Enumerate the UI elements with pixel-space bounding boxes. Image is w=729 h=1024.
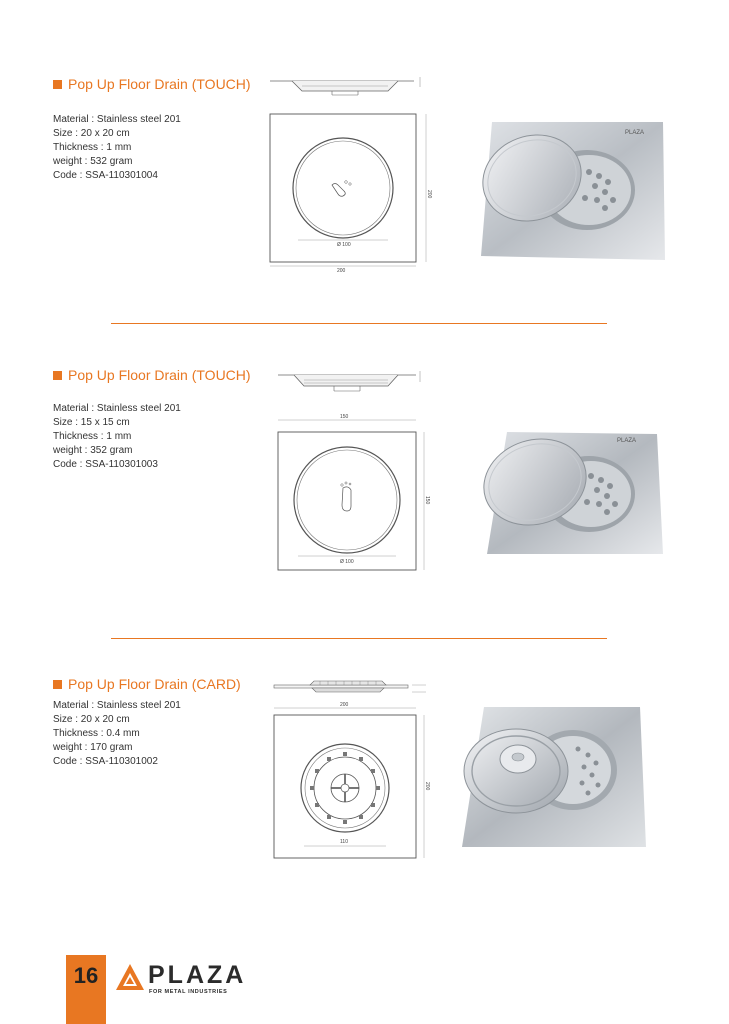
top-dimension-label: 150 [340, 414, 349, 420]
spec-size: Size : 20 x 20 cm [53, 714, 130, 725]
top-dimension-label: 200 [340, 702, 349, 708]
product-title-text: Pop Up Floor Drain (CARD) [68, 676, 241, 692]
spec-thickness: Thickness : 0.4 mm [53, 728, 140, 739]
side-dimension-label: 150 [424, 496, 430, 505]
side-profile-drawing [276, 368, 436, 401]
spec-thickness: Thickness : 1 mm [53, 431, 132, 442]
spec-code: Code : SSA-110301003 [53, 459, 158, 470]
spec-code: Code : SSA-110301002 [53, 756, 158, 767]
spec-material: Material : Stainless steel 201 [53, 700, 181, 711]
bottom-dimension-label: 200 [337, 268, 346, 274]
inner-diameter-label: 110 [340, 839, 348, 845]
product-title-text: Pop Up Floor Drain (TOUCH) [68, 367, 251, 383]
product-title-text: Pop Up Floor Drain (TOUCH) [68, 76, 251, 92]
spec-material: Material : Stainless steel 201 [53, 403, 181, 414]
product-title [53, 76, 251, 92]
section-divider [111, 323, 607, 324]
spec-size: Size : 20 x 20 cm [53, 128, 130, 139]
side-profile-drawing [268, 74, 428, 105]
bullet-square [53, 680, 62, 689]
spec-weight: weight : 532 gram [53, 156, 133, 167]
product-title [53, 676, 241, 692]
side-dimension-label: 200 [424, 782, 430, 791]
product-specs [53, 699, 181, 769]
inner-diameter-label: Ø 100 [340, 559, 354, 565]
inner-diameter-label: Ø 100 [337, 242, 351, 248]
brand-tagline: FOR METAL INDUSTRIES [149, 989, 228, 995]
spec-material: Material : Stainless steel 201 [53, 114, 181, 125]
product-title [53, 367, 251, 383]
side-profile-drawing [272, 678, 432, 703]
spec-weight: weight : 170 gram [53, 742, 133, 753]
top-view-drawing [266, 702, 441, 867]
brand-name: PLAZA [148, 961, 247, 989]
spec-weight: weight : 352 gram [53, 445, 133, 456]
spec-thickness: Thickness : 1 mm [53, 142, 132, 153]
photo-brand-mark: PLAZA [625, 130, 645, 136]
product-photo [477, 430, 667, 561]
product-photo [477, 120, 667, 265]
plaza-logo-icon [114, 962, 146, 999]
spec-size: Size : 15 x 15 cm [53, 417, 130, 428]
product-specs [53, 113, 181, 183]
product-specs [53, 402, 181, 472]
photo-brand-mark: PLAZA [617, 438, 637, 444]
top-view-drawing [262, 110, 442, 280]
bullet-square [53, 371, 62, 380]
page-number: 16 [73, 963, 99, 988]
product-photo [458, 705, 668, 855]
side-dimension-label: 200 [426, 190, 432, 199]
top-view-drawing [268, 414, 443, 581]
spec-code: Code : SSA-110301004 [53, 170, 158, 181]
bullet-square [53, 80, 62, 89]
section-divider [111, 638, 607, 639]
